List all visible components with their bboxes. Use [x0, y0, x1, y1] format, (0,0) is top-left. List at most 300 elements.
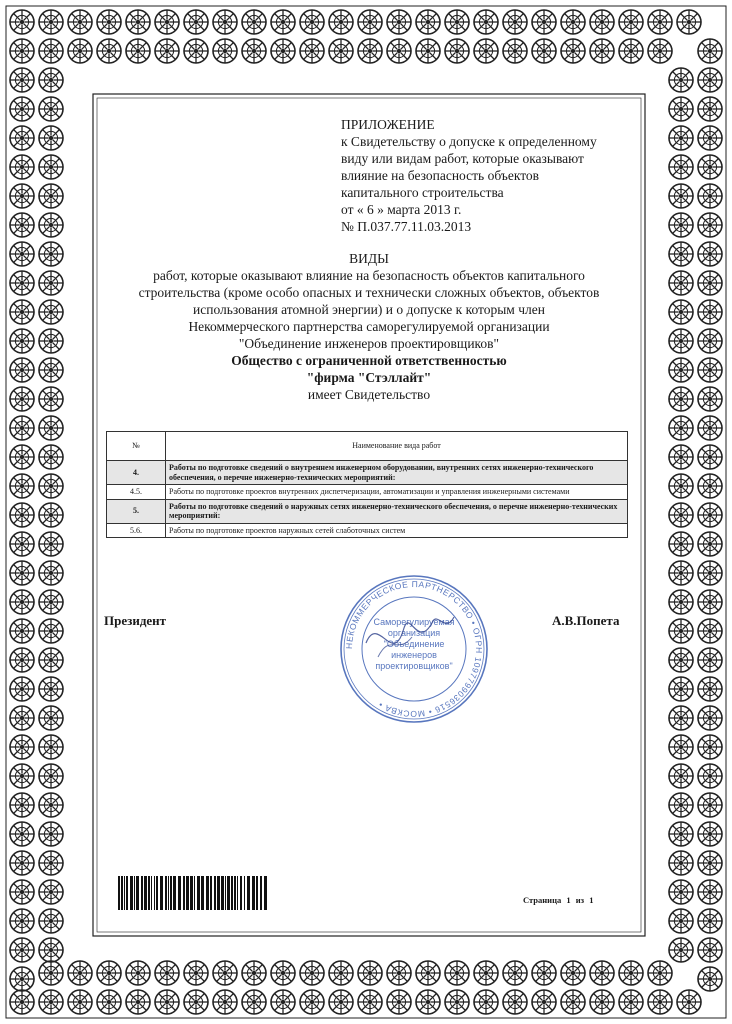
- ornament-rosette: [669, 561, 693, 585]
- ornament-rosette: [698, 126, 722, 150]
- ornament-rosette: [155, 39, 179, 63]
- row-number: 5.6.: [107, 523, 166, 538]
- ornament-rosette: [39, 39, 63, 63]
- ornament-rosette: [698, 880, 722, 904]
- ornament-rosette: [10, 764, 34, 788]
- ornament-rosette: [698, 39, 722, 63]
- ornament-rosette: [698, 909, 722, 933]
- ornament-rosette: [10, 10, 34, 34]
- ornament-rosette: [300, 990, 324, 1014]
- ornament-rosette: [68, 39, 92, 63]
- ornament-rosette: [126, 39, 150, 63]
- barcode-bar: [217, 876, 220, 910]
- ornament-rosette: [39, 677, 63, 701]
- ornament-rosette: [445, 10, 469, 34]
- ornament-rosette: [39, 184, 63, 208]
- ornament-rosette: [271, 39, 295, 63]
- ornament-rosette: [669, 474, 693, 498]
- ornament-rosette: [698, 474, 722, 498]
- ornament-rosette: [532, 990, 556, 1014]
- ornament-rosette: [669, 880, 693, 904]
- ornament-rosette: [619, 10, 643, 34]
- ornament-rosette: [677, 990, 701, 1014]
- ornament-rosette: [669, 97, 693, 121]
- ornament-rosette: [126, 10, 150, 34]
- page-number: [523, 895, 596, 905]
- ornament-rosette: [445, 961, 469, 985]
- seal-center-line: Саморегулируемая: [373, 617, 455, 627]
- ornament-rosette: [10, 793, 34, 817]
- company-name-line1: Общество с ограниченной ответственностью: [231, 353, 507, 368]
- ornament-rosette: [10, 677, 34, 701]
- ornament-rosette: [387, 10, 411, 34]
- ornament-rosette: [39, 387, 63, 411]
- barcode-bar: [244, 876, 245, 910]
- ornament-rosette: [10, 735, 34, 759]
- ornament-rosette: [10, 155, 34, 179]
- row-number: 4.: [107, 461, 166, 485]
- ornament-rosette: [532, 39, 556, 63]
- page-label: Страница: [523, 895, 562, 905]
- barcode-bar: [173, 876, 176, 910]
- ornament-rosette: [698, 271, 722, 295]
- ornament-rosette: [669, 213, 693, 237]
- ornament-rosette: [358, 39, 382, 63]
- ornament-rosette: [503, 990, 527, 1014]
- ornament-rosette: [300, 39, 324, 63]
- ornament-rosette: [10, 242, 34, 266]
- ornament-rosette: [213, 39, 237, 63]
- seal-center-line: проектировщиков": [375, 661, 453, 671]
- ornament-rosette: [561, 10, 585, 34]
- barcode: [118, 876, 268, 910]
- ornament-rosette: [669, 793, 693, 817]
- ornament-rosette: [10, 532, 34, 556]
- ornament-rosette: [97, 10, 121, 34]
- barcode-bar: [201, 876, 204, 910]
- ornament-rosette: [648, 990, 672, 1014]
- barcode-bar: [144, 876, 147, 910]
- seal-center-line: инженеров: [391, 650, 437, 660]
- ornament-rosette: [698, 416, 722, 440]
- table-row: [107, 523, 628, 538]
- ornament-rosette: [10, 474, 34, 498]
- ornament-rosette: [10, 909, 34, 933]
- appendix-date: от « 6 » марта 2013 г.: [341, 202, 462, 217]
- barcode-bar: [210, 876, 212, 910]
- ornament-rosette: [698, 793, 722, 817]
- ornament-rosette: [39, 990, 63, 1014]
- ornament-rosette: [184, 39, 208, 63]
- ornament-rosette: [39, 880, 63, 904]
- ornament-rosette: [590, 10, 614, 34]
- ornament-rosette: [698, 532, 722, 556]
- types-line: строительства (кроме особо опасных и технически сложных объектов, объектов: [138, 285, 600, 300]
- barcode-bar: [252, 876, 255, 910]
- ornament-rosette: [669, 938, 693, 962]
- ornament-rosette: [619, 961, 643, 985]
- ornament-rosette: [669, 271, 693, 295]
- ornament-rosette: [39, 358, 63, 382]
- barcode-bar: [183, 876, 185, 910]
- ornament-rosette: [10, 561, 34, 585]
- ornament-rosette: [648, 39, 672, 63]
- ornament-rosette: [39, 97, 63, 121]
- ornament-rosette: [10, 880, 34, 904]
- ornament-rosette: [39, 445, 63, 469]
- signature-position: Президент: [104, 613, 167, 628]
- ornament-rosette: [698, 68, 722, 92]
- ornament-rosette: [10, 851, 34, 875]
- barcode-bar: [165, 876, 167, 910]
- ornament-rosette: [677, 10, 701, 34]
- ornament-rosette: [126, 961, 150, 985]
- ornament-rosette: [10, 184, 34, 208]
- row-text: Работы по подготовке проектов наружных сетей слаботочных систем: [166, 523, 628, 538]
- ornament-rosette: [669, 68, 693, 92]
- barcode-bar: [234, 876, 236, 910]
- ornament-rosette: [387, 961, 411, 985]
- ornament-rosette: [698, 387, 722, 411]
- ornament-rosette: [590, 961, 614, 985]
- signature-name: А.В.Попета: [552, 613, 620, 628]
- ornament-rosette: [669, 242, 693, 266]
- ornament-rosette: [10, 126, 34, 150]
- ornament-rosette: [68, 990, 92, 1014]
- ornament-rosette: [329, 961, 353, 985]
- row-number: 4.5.: [107, 485, 166, 500]
- svg-text:НЕКОММЕРЧЕСКОЕ ПАРТНЕРСТВО • О: НЕКОММЕРЧЕСКОЕ ПАРТНЕРСТВО • ОГРН 1097799036516 • МОСКВА •: [343, 578, 485, 720]
- barcode-bar: [197, 876, 200, 910]
- ornament-rosette: [669, 387, 693, 411]
- ornament-rosette: [698, 677, 722, 701]
- seal-center-line: организация: [387, 628, 441, 638]
- ornament-rosette: [242, 961, 266, 985]
- ornament-rosette: [669, 358, 693, 382]
- ornament-rosette: [39, 242, 63, 266]
- ornament-rosette: [698, 155, 722, 179]
- ornament-rosette: [10, 358, 34, 382]
- page-of: из: [575, 895, 585, 905]
- ornament-rosette: [416, 961, 440, 985]
- barcode-bar: [260, 876, 262, 910]
- ornament-rosette: [39, 909, 63, 933]
- ornament-rosette: [97, 39, 121, 63]
- ornament-rosette: [590, 990, 614, 1014]
- ornament-rosette: [184, 961, 208, 985]
- ornament-rosette: [10, 271, 34, 295]
- ornament-rosette: [39, 764, 63, 788]
- ornament-rosette: [669, 764, 693, 788]
- ornament-rosette: [358, 10, 382, 34]
- ornament-rosette: [242, 39, 266, 63]
- ornament-rosette: [503, 39, 527, 63]
- ornament-rosette: [39, 938, 63, 962]
- ornament-rosette: [10, 387, 34, 411]
- ornament-rosette: [358, 961, 382, 985]
- ornament-rosette: [68, 10, 92, 34]
- ornament-rosette: [698, 242, 722, 266]
- barcode-bar: [227, 876, 230, 910]
- ornament-rosette: [669, 677, 693, 701]
- ornament-rosette: [155, 990, 179, 1014]
- ornament-rosette: [39, 793, 63, 817]
- types-line: "Объединение инженеров проектировщиков": [238, 336, 500, 351]
- barcode-bar: [186, 876, 189, 910]
- ornament-rosette: [416, 39, 440, 63]
- ornament-rosette: [97, 990, 121, 1014]
- appendix-line: виду или видам работ, которые оказывают: [341, 151, 584, 166]
- ornament-rosette: [648, 10, 672, 34]
- barcode-bar: [124, 876, 125, 910]
- ornament-rosette: [387, 990, 411, 1014]
- ornament-rosette: [39, 822, 63, 846]
- ornament-rosette: [619, 39, 643, 63]
- ornament-rosette: [698, 213, 722, 237]
- ornament-rosette: [474, 961, 498, 985]
- barcode-bar: [256, 876, 258, 910]
- barcode-bar: [168, 876, 169, 910]
- ornament-rosette: [242, 10, 266, 34]
- ornament-rosette: [698, 822, 722, 846]
- types-line: использования атомной энергии) и о допуске к которым член: [193, 302, 545, 317]
- ornament-rosette: [561, 39, 585, 63]
- barcode-bar: [126, 876, 128, 910]
- ornament-rosette: [669, 155, 693, 179]
- ornament-rosette: [669, 532, 693, 556]
- ornament-rosette: [10, 300, 34, 324]
- ornament-rosette: [39, 961, 63, 985]
- ornament-rosette: [10, 329, 34, 353]
- ornament-rosette: [669, 126, 693, 150]
- ornament-rosette: [698, 764, 722, 788]
- ornament-rosette: [669, 184, 693, 208]
- ornament-rosette: [358, 990, 382, 1014]
- barcode-bar: [221, 876, 224, 910]
- barcode-bar: [178, 876, 181, 910]
- barcode-bar: [151, 876, 152, 910]
- ornament-rosette: [300, 961, 324, 985]
- company-name-line2: "фирма "Стэллайт": [306, 370, 432, 385]
- ornament-rosette: [503, 961, 527, 985]
- barcode-bar: [134, 876, 135, 910]
- header-work-name: Наименование вида работ: [166, 432, 628, 461]
- holds-certificate: имеет Свидетельство: [307, 387, 431, 402]
- table-row: [107, 485, 628, 500]
- ornament-rosette: [39, 474, 63, 498]
- ornament-rosette: [532, 961, 556, 985]
- ornament-rosette: [474, 990, 498, 1014]
- row-text: Работы по подготовке проектов внутренних диспетчеризации, автоматизации и управления инженерными системами: [166, 485, 628, 500]
- ornament-rosette: [271, 961, 295, 985]
- ornament-rosette: [39, 648, 63, 672]
- ornament-rosette: [39, 329, 63, 353]
- ornament-rosette: [97, 961, 121, 985]
- ornament-rosette: [10, 706, 34, 730]
- ornament-rosette: [669, 503, 693, 527]
- appendix-title: ПРИЛОЖЕНИЕ: [341, 117, 435, 132]
- ornament-rosette: [698, 851, 722, 875]
- ornament-rosette: [532, 10, 556, 34]
- ornament-rosette: [590, 39, 614, 63]
- ornament-rosette: [39, 416, 63, 440]
- ornament-rosette: [39, 213, 63, 237]
- ornament-rosette: [387, 39, 411, 63]
- ornament-rosette: [10, 990, 34, 1014]
- table-header-row: [107, 432, 628, 461]
- ornament-rosette: [698, 329, 722, 353]
- ornament-rosette: [39, 590, 63, 614]
- ornament-rosette: [669, 445, 693, 469]
- ornament-rosette: [669, 851, 693, 875]
- barcode-bar: [136, 876, 139, 910]
- ornament-rosette: [669, 706, 693, 730]
- ornament-rosette: [698, 445, 722, 469]
- ornament-rosette: [669, 648, 693, 672]
- ornament-rosette: [503, 10, 527, 34]
- appendix-line: к Свидетельству о допуске к определенному: [341, 134, 597, 149]
- row-number: 5.: [107, 499, 166, 523]
- types-line: работ, которые оказывают влияние на безопасность объектов капитального: [153, 268, 585, 283]
- ornament-rosette: [271, 10, 295, 34]
- ornament-rosette: [669, 735, 693, 759]
- barcode-bar: [231, 876, 233, 910]
- ornament-rosette: [10, 619, 34, 643]
- ornament-rosette: [10, 39, 34, 63]
- ornament-rosette: [669, 329, 693, 353]
- ornament-rosette: [213, 990, 237, 1014]
- barcode-bar: [160, 876, 163, 910]
- ornament-rosette: [213, 10, 237, 34]
- ornament-rosette: [698, 503, 722, 527]
- ornament-rosette: [39, 503, 63, 527]
- table-row: [107, 499, 628, 523]
- organization-seal: [338, 573, 490, 725]
- ornament-rosette: [39, 126, 63, 150]
- barcode-bar: [225, 876, 226, 910]
- ornament-rosette: [68, 961, 92, 985]
- ornament-rosette: [10, 967, 34, 991]
- ornament-rosette: [669, 619, 693, 643]
- ornament-rosette: [10, 445, 34, 469]
- ornament-rosette: [669, 822, 693, 846]
- appendix-number: № П.037.77.11.03.2013: [341, 219, 472, 234]
- ornament-rosette: [39, 706, 63, 730]
- appendix-line: капитального строительства: [341, 185, 504, 200]
- barcode-bar: [154, 876, 155, 910]
- ornament-rosette: [648, 961, 672, 985]
- ornament-rosette: [416, 990, 440, 1014]
- ornament-rosette: [474, 10, 498, 34]
- ornament-rosette: [39, 300, 63, 324]
- ornament-rosette: [669, 909, 693, 933]
- types-section: [99, 250, 639, 403]
- ornament-rosette: [10, 68, 34, 92]
- ornament-rosette: [698, 184, 722, 208]
- barcode-bar: [214, 876, 216, 910]
- ornament-rosette: [10, 213, 34, 237]
- page-current: 1: [566, 895, 571, 905]
- ornament-rosette: [242, 990, 266, 1014]
- works-table: [106, 431, 628, 538]
- ornament-rosette: [39, 532, 63, 556]
- ornament-rosette: [329, 10, 353, 34]
- ornament-rosette: [698, 561, 722, 585]
- barcode-bar: [130, 876, 133, 910]
- ornament-rosette: [698, 619, 722, 643]
- ornament-rosette: [698, 967, 722, 991]
- barcode-bar: [148, 876, 150, 910]
- ornament-rosette: [445, 39, 469, 63]
- appendix-line: влияние на безопасность объектов: [341, 168, 540, 183]
- ornament-rosette: [10, 938, 34, 962]
- row-text: Работы по подготовке сведений о внутреннем инженерном оборудовании, внутренних сетях инженерно-технического обеспечения, о перечне инженерно-технических мероприятий:: [166, 461, 628, 485]
- barcode-bar: [194, 876, 195, 910]
- table-row: [107, 461, 628, 485]
- barcode-bar: [264, 876, 267, 910]
- ornament-rosette: [184, 10, 208, 34]
- ornament-rosette: [698, 938, 722, 962]
- ornament-rosette: [39, 271, 63, 295]
- ornament-rosette: [213, 961, 237, 985]
- ornament-rosette: [155, 961, 179, 985]
- ornament-rosette: [10, 97, 34, 121]
- header-number: №: [107, 432, 166, 461]
- ornament-rosette: [10, 416, 34, 440]
- ornament-rosette: [698, 97, 722, 121]
- barcode-bar: [156, 876, 158, 910]
- barcode-bar: [118, 876, 120, 910]
- ornament-rosette: [698, 735, 722, 759]
- ornament-rosette: [619, 990, 643, 1014]
- barcode-bar: [190, 876, 193, 910]
- ornament-rosette: [10, 590, 34, 614]
- ornament-rosette: [329, 990, 353, 1014]
- ornament-rosette: [10, 648, 34, 672]
- ornament-rosette: [561, 990, 585, 1014]
- ornament-rosette: [39, 619, 63, 643]
- barcode-bar: [206, 876, 209, 910]
- ornament-rosette: [698, 706, 722, 730]
- ornament-rosette: [126, 990, 150, 1014]
- ornament-rosette: [184, 990, 208, 1014]
- ornament-rosette: [300, 10, 324, 34]
- ornament-rosette: [698, 358, 722, 382]
- types-line: Некоммерческого партнерства саморегулируемой организации: [188, 319, 550, 334]
- ornament-rosette: [329, 39, 353, 63]
- barcode-bar: [141, 876, 143, 910]
- barcode-bar: [121, 876, 123, 910]
- seal-center-line: "Объединение: [383, 639, 445, 649]
- ornament-rosette: [561, 961, 585, 985]
- appendix-header: [341, 116, 641, 235]
- ornament-rosette: [155, 10, 179, 34]
- ornament-rosette: [474, 39, 498, 63]
- types-title: ВИДЫ: [349, 251, 389, 266]
- barcode-bar: [240, 876, 242, 910]
- ornament-rosette: [39, 735, 63, 759]
- page-total: 1: [589, 895, 594, 905]
- ornament-rosette: [10, 822, 34, 846]
- barcode-bar: [237, 876, 238, 910]
- ornament-rosette: [669, 416, 693, 440]
- ornament-rosette: [39, 68, 63, 92]
- ornament-rosette: [39, 851, 63, 875]
- ornament-rosette: [39, 10, 63, 34]
- ornament-rosette: [39, 561, 63, 585]
- ornament-rosette: [445, 990, 469, 1014]
- ornament-rosette: [669, 300, 693, 324]
